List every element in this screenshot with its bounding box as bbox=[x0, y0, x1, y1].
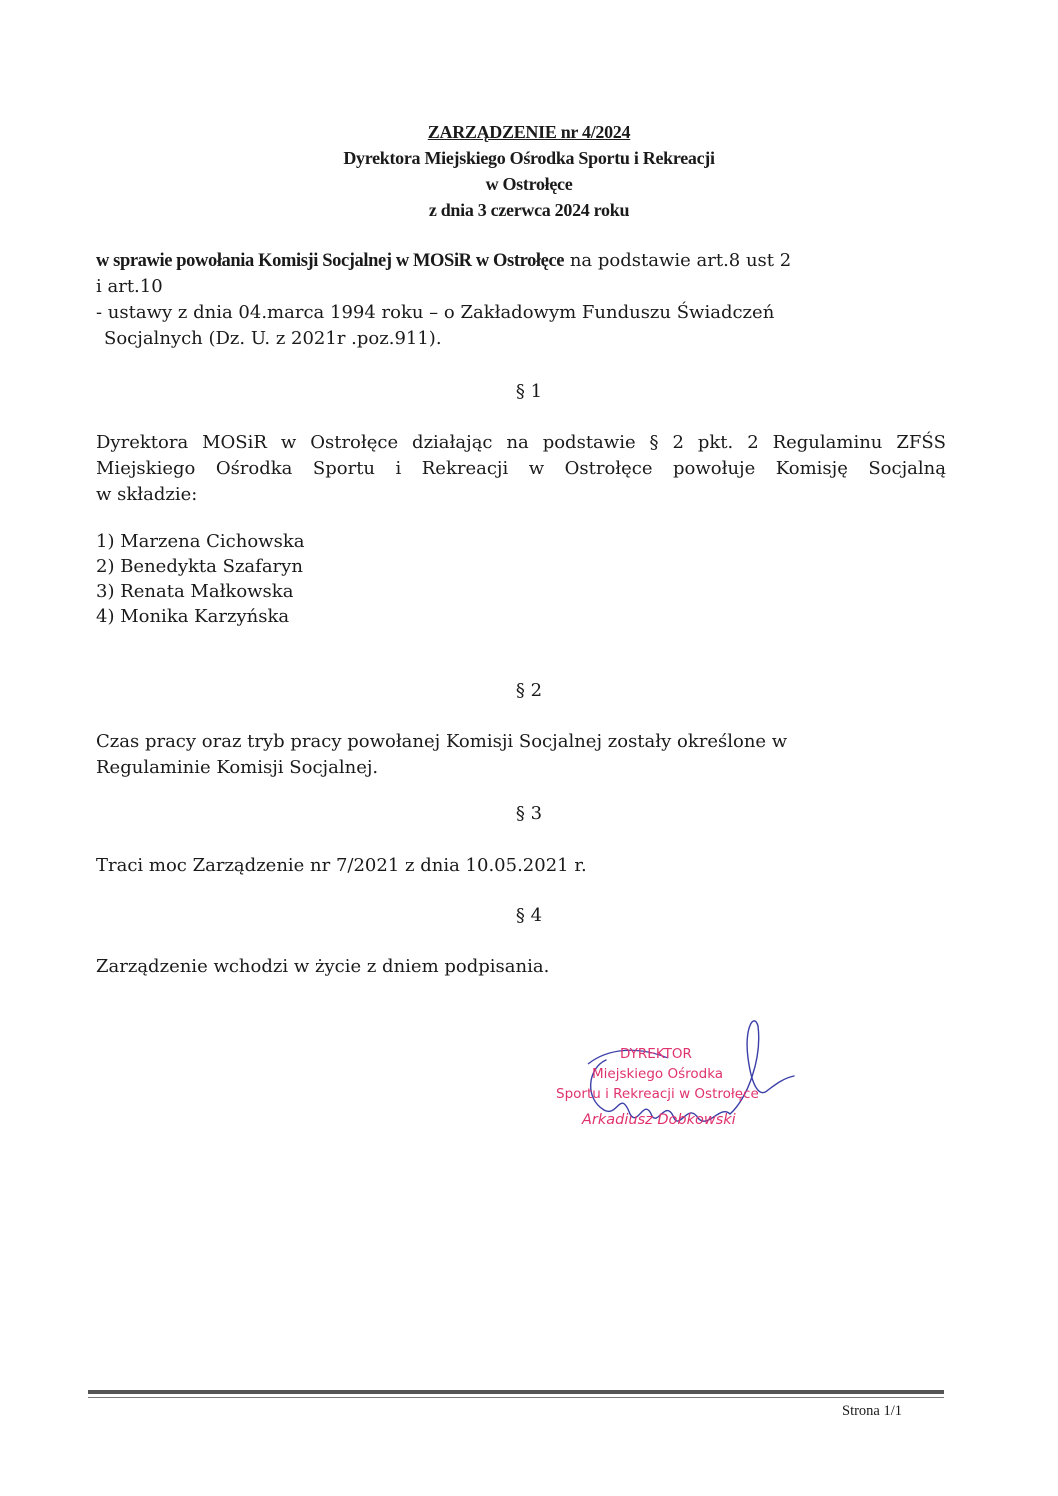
section-1-line-3: w składzie: bbox=[96, 484, 198, 505]
section-2-line-2: Regulaminie Komisji Socjalnej. bbox=[96, 757, 379, 778]
preamble-line-3: - ustawy z dnia 04.marca 1994 roku – o Zakładowym Funduszu Świadczeń bbox=[96, 302, 775, 323]
list-item: 2) Benedykta Szafaryn bbox=[96, 556, 303, 577]
preamble bbox=[96, 248, 946, 352]
section-4-text: Zarządzenie wchodzi w życie z dniem podpisania. bbox=[96, 956, 550, 977]
preamble-subject: w sprawie powołania Komisji Socjalnej w MOSiR w Ostrołęce bbox=[96, 251, 565, 271]
stamp-line-3: Sportu i Rekreacji w Ostrołęce bbox=[556, 1086, 759, 1102]
list-item: 1) Marzena Cichowska bbox=[96, 531, 305, 552]
section-2-heading: § 2 bbox=[515, 680, 543, 701]
section-3-heading: § 3 bbox=[515, 803, 543, 824]
section-1-text bbox=[96, 430, 946, 508]
footer-divider bbox=[88, 1390, 944, 1398]
stamp-name: Arkadiusz Dobkowski bbox=[582, 1112, 736, 1128]
preamble-line-2: i art.10 bbox=[96, 276, 163, 297]
preamble-legal-basis: na podstawie art.8 ust 2 bbox=[564, 250, 792, 271]
decree-number: ZARZĄDZENIE nr 4/2024 bbox=[427, 122, 631, 142]
section-2-line-1: Czas pracy oraz tryb pracy powołanej Komisji Socjalnej zostały określone w bbox=[96, 731, 788, 752]
issuer-location: w Ostrołęce bbox=[485, 174, 573, 194]
section-1-line-1: Dyrektora MOSiR w Ostrołęce działając na podstawie § 2 pkt. 2 Regulaminu ZFŚS bbox=[96, 432, 946, 453]
stamp-title: DYREKTOR bbox=[620, 1046, 692, 1062]
document-header bbox=[0, 119, 1058, 223]
issuer-line: Dyrektora Miejskiego Ośrodka Sportu i Rekreacji bbox=[343, 148, 715, 168]
section-1-heading: § 1 bbox=[515, 381, 543, 402]
section-2-text bbox=[96, 729, 946, 781]
director-stamp bbox=[548, 1018, 808, 1158]
section-4-heading: § 4 bbox=[515, 905, 543, 926]
page-number: Strona 1/1 bbox=[842, 1403, 903, 1419]
list-item: 4) Monika Karzyńska bbox=[96, 606, 290, 627]
section-1-line-2: Miejskiego Ośrodka Sportu i Rekreacji w Ostrołęce powołuje Komisję Socjalną bbox=[96, 458, 946, 479]
stamp-line-2: Miejskiego Ośrodka bbox=[592, 1066, 724, 1082]
preamble-line-4: Socjalnych (Dz. U. z 2021r .poz.911). bbox=[104, 328, 442, 349]
section-3-text: Traci moc Zarządzenie nr 7/2021 z dnia 10.05.2021 r. bbox=[96, 855, 587, 876]
list-item: 3) Renata Małkowska bbox=[96, 581, 294, 602]
commission-members-list bbox=[96, 529, 304, 629]
decree-date: z dnia 3 czerwca 2024 roku bbox=[428, 200, 630, 220]
